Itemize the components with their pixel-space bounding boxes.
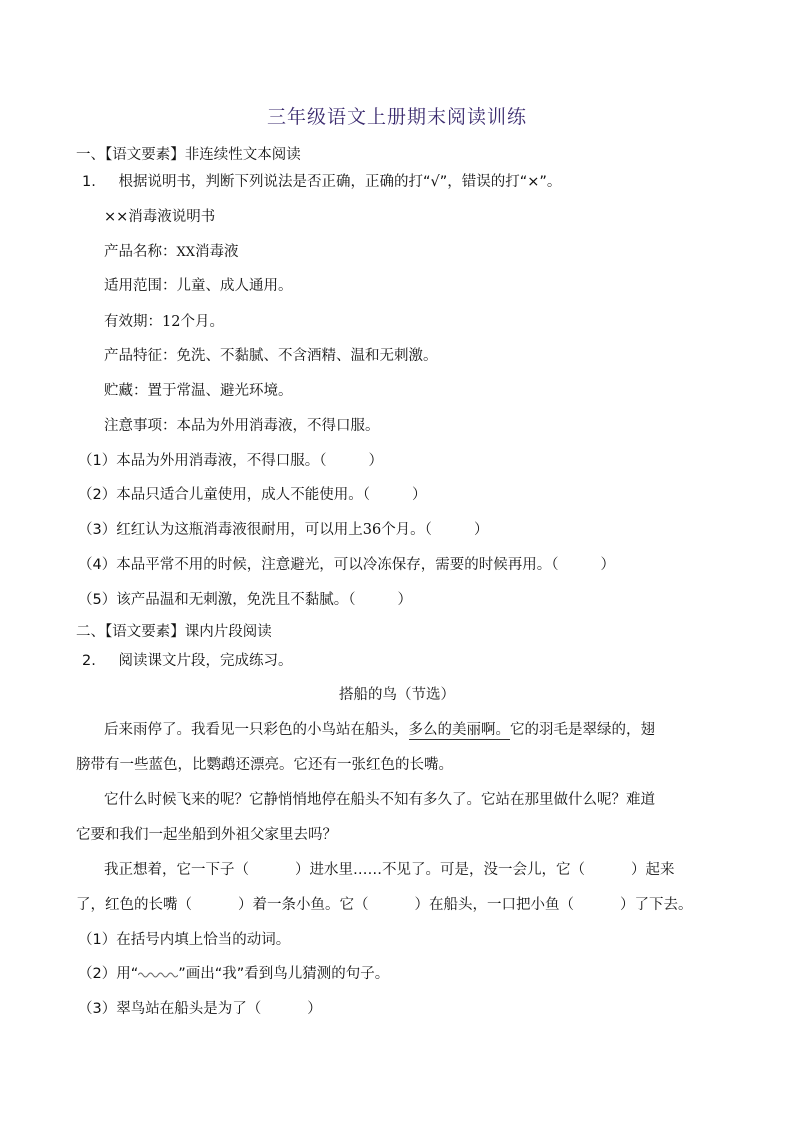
judge-item-5-close: ） (397, 592, 412, 608)
question1 (82, 172, 561, 192)
sub-question-1: （1）在括号内填上恰当的动词。 (78, 932, 291, 948)
sub-question-3-b: ） (307, 1001, 322, 1017)
manual-validity (104, 312, 224, 332)
judge-item-3 (78, 520, 488, 540)
passage-para1-line2: 膀带有一些蓝色，比鹦鹉还漂亮。它还有一张红色的长嘴。 (76, 757, 453, 773)
sub-question-2-a: （2）用“ (78, 966, 139, 982)
section2-heading: 二、【语文要素】课内片段阅读 (76, 624, 272, 640)
judge-item-5 (78, 590, 412, 610)
judge-item-2-close: ） (411, 487, 427, 503)
judge-item-1-close: ） (368, 453, 383, 469)
passage-p1-a: 后来雨停了。我看见一只彩色的小鸟站在船头， (104, 722, 409, 738)
passage-p3-b2: ）着一条小鱼。它（ (238, 897, 369, 913)
passage-p3-a1: 我正想着，它一下子（ (104, 862, 249, 878)
question1-text: 根据说明书，判断下列说法是否正确，正确的打“√”，错误的打“×”。 (118, 174, 562, 190)
passage-para2-line1: 它什么时候飞来的呢？它静悄悄地停在船头不知有多久了。它站在那里做什么呢？难道 (104, 792, 655, 808)
manual-features: 产品特征：免洗、不黏腻、不含酒精、温和无刺激。 (104, 348, 438, 364)
judge-item-3-close: ） (473, 522, 489, 538)
manual-validity-suffix: 个月。 (180, 314, 224, 330)
question2-text: 阅读课文片段，完成练习。 (118, 653, 293, 669)
judge-item-3-text-b: 个月。（ (381, 522, 432, 538)
section1-heading: 一、【语文要素】非连续性文本阅读 (76, 147, 301, 163)
passage-p3-b1: 了，红色的长嘴（ (76, 897, 192, 913)
passage-p3-a2: ）进水里……不见了。可是，没一会儿，它（ (295, 862, 585, 878)
passage-title: 搭船的鸟（节选） (339, 687, 455, 703)
manual-notes: 注意事项：本品为外用消毒液，不得口服。 (104, 418, 380, 434)
sub-question-2-b: ”画出“我”看到鸟儿猜测的句子。 (178, 966, 390, 982)
manual-product-suffix: 消毒液 (195, 244, 239, 260)
manual-validity-label: 有效期： (104, 314, 162, 330)
judge-item-4 (78, 555, 615, 575)
wavy-underline-icon (138, 970, 178, 978)
question2 (82, 651, 292, 671)
judge-item-3-text-a: （3）红红认为这瓶消毒液很耐用，可以用上 (78, 522, 363, 538)
question2-number: 2. (82, 653, 96, 669)
passage-para1-line1 (104, 720, 655, 740)
judge-item-1-text: （1）本品为外用消毒液，不得口服。（ (78, 453, 327, 469)
question1-number: 1. (82, 174, 96, 190)
manual-scope: 适用范围：儿童、成人通用。 (104, 278, 293, 294)
passage-p3-b4: ）了下去。 (620, 897, 693, 913)
judge-item-2-text: （2）本品只适合儿童使用，成人不能使用。（ (78, 487, 370, 503)
judge-item-4-text: （4）本品平常不用的时候，注意避光，可以冷冻保存，需要的时候再用。（ (78, 557, 559, 573)
sub-question-3-a: （3）翠鸟站在船头是为了（ (78, 1001, 262, 1017)
passage-para3-line2 (76, 895, 693, 915)
passage-p3-b3: ）在船头，一口把小鱼（ (414, 897, 574, 913)
judge-item-2 (78, 485, 426, 505)
judge-item-4-close: ） (600, 557, 615, 573)
judge-item-3-number: 36 (362, 522, 382, 538)
manual-product-value: XX (176, 245, 196, 260)
passage-p1-underlined: 多么的美丽啊。 (408, 722, 510, 738)
manual-product (104, 242, 239, 263)
sub-question-3 (78, 999, 322, 1019)
manual-storage: 贮藏：置于常温、避光环境。 (104, 383, 293, 399)
manual-validity-value: 12 (162, 314, 181, 330)
passage-para2-line2: 它要和我们一起坐船到外祖父家里去吗？ (76, 827, 337, 843)
judge-item-5-text: （5）该产品温和无刺激，免洗且不黏腻。（ (78, 592, 356, 608)
manual-product-label: 产品名称： (104, 244, 177, 260)
sub-question-2 (78, 964, 389, 984)
judge-item-1 (78, 451, 383, 471)
page-title: 三年级语文上册期末阅读训练 (266, 106, 527, 128)
manual-name: ××消毒液说明书 (104, 209, 216, 225)
passage-p1-b: 它的羽毛是翠绿的，翅 (510, 722, 655, 738)
passage-para3-line1 (104, 860, 675, 880)
passage-p3-a3: ）起来 (631, 862, 675, 878)
